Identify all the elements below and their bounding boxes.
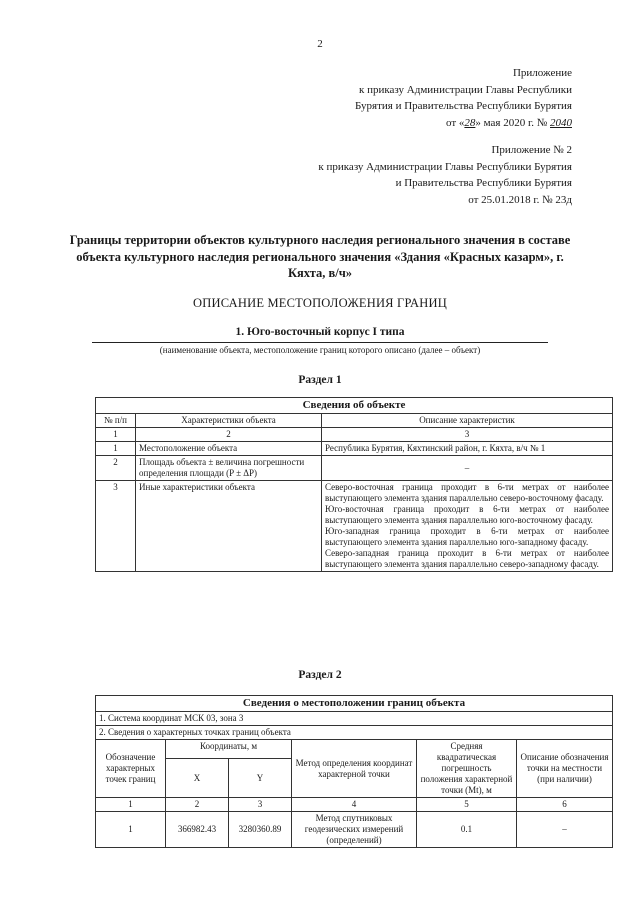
col-index: 3 xyxy=(229,798,292,812)
col-index: 2 xyxy=(136,428,322,442)
appendix-2-line-3: от 25.01.2018 г. № 23д xyxy=(468,193,572,206)
date-prefix: от « xyxy=(445,116,465,129)
document-subtitle: ОПИСАНИЕ МЕСТОПОЛОЖЕНИЯ ГРАНИЦ xyxy=(193,296,447,310)
point-x: 366982.43 xyxy=(166,812,229,848)
points-info: 2. Сведения о характерных точках границ объекта xyxy=(96,726,613,740)
row-description: – xyxy=(322,456,613,481)
object-note: (наименование объекта, местоположение границ которого описано (далее – объект) xyxy=(159,345,481,355)
col-header-y: Y xyxy=(229,759,292,798)
row-characteristic: Местоположение объекта xyxy=(136,442,322,456)
object-underline xyxy=(92,342,548,343)
col-index: 6 xyxy=(517,798,613,812)
point-y: 3280360.89 xyxy=(229,812,292,848)
boundary-northeast: Северо-восточная граница проходит в 6-ти метрах от наиболее выступающего элемента здания параллельно северо-восточному фасаду. xyxy=(325,482,609,503)
appendix-1-line-2: Бурятия и Правительства Республики Бурятия xyxy=(354,100,572,112)
row-num: 1 xyxy=(96,442,136,456)
appendix-1-title: Приложение xyxy=(512,67,572,79)
boundary-table-title: Сведения о местоположении границ объекта xyxy=(96,696,613,712)
handwritten-number: 2040 xyxy=(550,116,572,129)
col-index: 1 xyxy=(96,428,136,442)
boundary-southwest: Юго-западная граница проходит в 6-ти метрах от наиболее выступающего элемента здания параллельно юго-западному фасаду. xyxy=(325,526,609,547)
col-header-description: Описание характеристик xyxy=(322,414,613,428)
date-middle: » мая 2020 г. № xyxy=(475,116,548,129)
table-row xyxy=(96,812,613,848)
object-info-table xyxy=(95,397,613,572)
row-description xyxy=(322,481,613,572)
appendix-2-line-2: и Правительства Республики Бурятия xyxy=(395,177,572,189)
col-header-coordinates: Координаты, м xyxy=(166,740,292,759)
coordinate-system: 1. Система координат МСК 03, зона 3 xyxy=(96,712,613,726)
col-index: 4 xyxy=(292,798,417,812)
col-header-characteristic: Характеристики объекта xyxy=(136,414,322,428)
row-num: 2 xyxy=(96,456,136,481)
boundary-northwest: Северо-западная граница проходит в 6-ти метрах от наиболее выступающего элемента здания параллельно северо-западному фасаду. xyxy=(325,548,609,569)
section-1-title: Раздел 1 xyxy=(298,374,342,386)
row-characteristic: Площадь объекта ± величина погрешности определения площади (P ± ΔP) xyxy=(136,456,322,481)
appendix-block-2 xyxy=(318,142,572,208)
page-number: 2 xyxy=(317,38,323,50)
col-header-num: № п/п xyxy=(96,414,136,428)
appendix-1-date xyxy=(355,115,572,132)
col-index: 2 xyxy=(166,798,229,812)
table-row xyxy=(96,456,613,481)
col-header-x: X xyxy=(166,759,229,798)
col-header-point-description: Описание обозначения точки на местности (при наличии) xyxy=(517,740,613,798)
section-2-title: Раздел 2 xyxy=(298,669,342,681)
point-description: – xyxy=(517,812,613,848)
boundary-southeast: Юго-восточная граница проходит в 6-ти метрах от наиболее выступающего элемента здания параллельно юго-восточному фасаду. xyxy=(325,504,609,525)
col-header-method: Метод определения координат характерной точки xyxy=(292,740,417,798)
point-error: 0.1 xyxy=(417,812,517,848)
col-index: 3 xyxy=(322,428,613,442)
table-row xyxy=(96,442,613,456)
col-index: 5 xyxy=(417,798,517,812)
handwritten-day: 28 xyxy=(464,116,476,129)
row-description: Республика Бурятия, Кяхтинский район, г. Кяхта, в/ч № 1 xyxy=(322,442,613,456)
col-header-point: Обозначение характерных точек границ xyxy=(96,740,166,798)
appendix-2-title: Приложение № 2 xyxy=(491,144,572,156)
boundary-location-table xyxy=(95,695,613,848)
col-header-error: Средняя квадратическая погрешность положения характерной точки (Mt), м xyxy=(417,740,517,798)
document-title: Границы территории объектов культурного наследия регионального значения в составе объекта культурного наследия регионального значения «Здания «Красных казарм», г. Кяхта, в/ч» xyxy=(69,233,571,280)
object-name: 1. Юго-восточный корпус I типа xyxy=(235,326,405,338)
appendix-block-1 xyxy=(355,65,572,131)
row-num: 3 xyxy=(96,481,136,572)
table-row xyxy=(96,481,613,572)
row-characteristic: Иные характеристики объекта xyxy=(136,481,322,572)
col-index: 1 xyxy=(96,798,166,812)
point-method: Метод спутниковых геодезических измерений (определений) xyxy=(292,812,417,848)
object-info-table-title: Сведения об объекте xyxy=(96,398,613,414)
appendix-2-line-1: к приказу Администрации Главы Республики Бурятия xyxy=(318,160,572,173)
appendix-1-line-1: к приказу Администрации Главы Республики xyxy=(359,83,572,96)
point-id: 1 xyxy=(96,812,166,848)
